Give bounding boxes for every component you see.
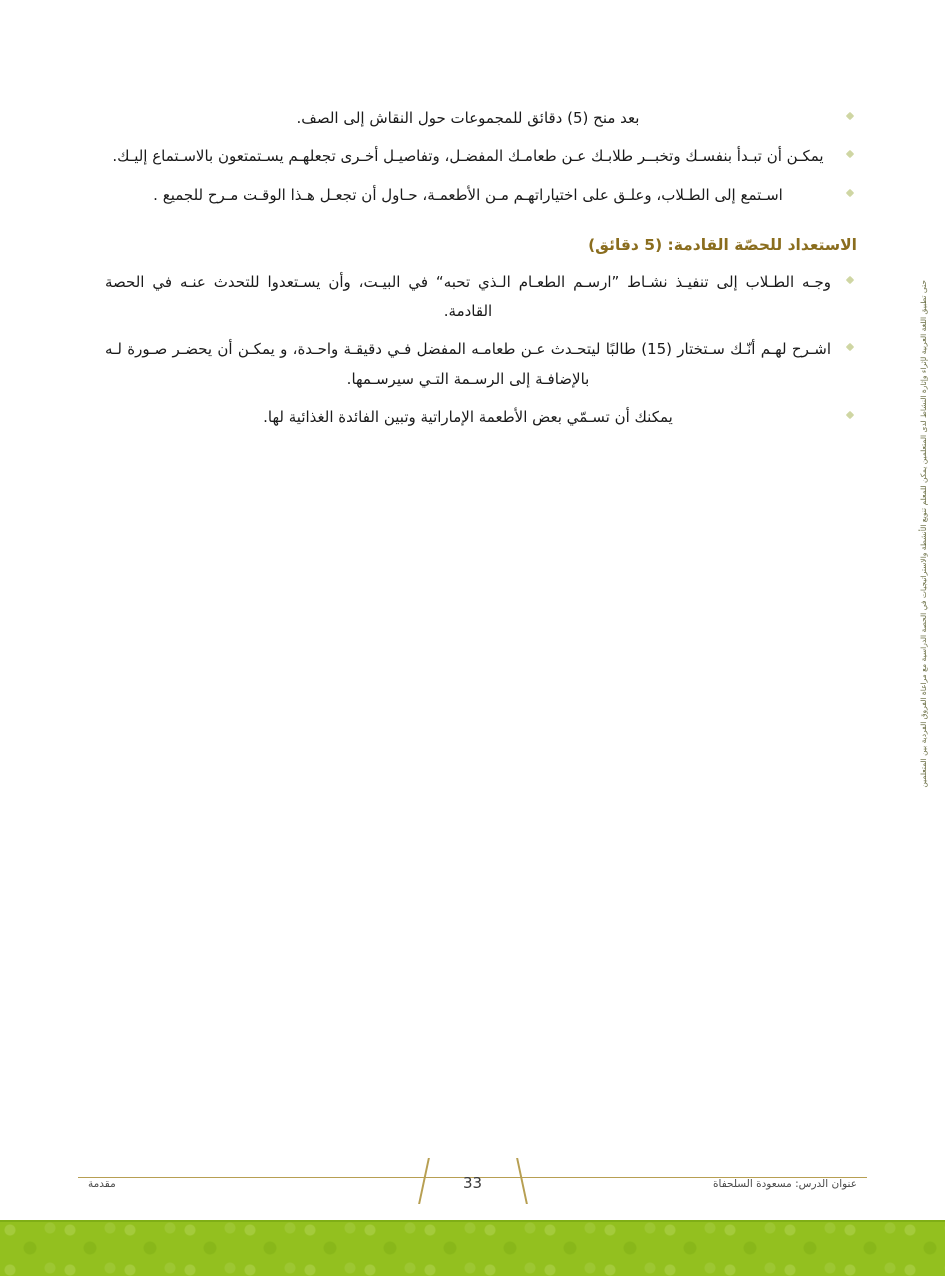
section-heading	[105, 236, 857, 254]
bullet-list-top	[105, 104, 857, 210]
bullet-list-bottom	[105, 268, 857, 432]
list-item	[105, 335, 857, 394]
diamond-bullet-icon	[846, 190, 853, 197]
notch-left-line	[418, 1158, 430, 1204]
diamond-bullet-icon	[846, 277, 853, 284]
list-item	[105, 181, 857, 210]
list-item-text: اسـتمع إلى الطـلاب، وعلـق على اختياراتهـم مـن الأطعمـة، حـاول أن تجعـل هـذا الوقـت مـرح للجميع .	[153, 185, 783, 204]
diamond-bullet-icon	[846, 344, 853, 351]
band-pattern	[0, 1220, 945, 1276]
list-item-text: يمكنك أن تسـمّي بعض الأطعمة الإماراتية وتبين الفائدة الغذائية لها.	[263, 407, 673, 426]
list-item	[105, 142, 857, 171]
notch-right-line	[516, 1158, 528, 1204]
list-item-text: بعد منح (5) دقائق للمجموعات حول النقاش إلى الصف.	[296, 109, 640, 127]
side-note-text: حتى تطبيق اللغة العربية لإثراء وإثارة النشاط لدى المتعلمين يمكن للمعلم تنويع الأنشطة والاستراتيجيات في الحصة الدراسية مع مراعاة الفروق الفردية بين المتعلمين	[919, 280, 929, 788]
side-note	[909, 280, 939, 1000]
page-footer	[0, 1144, 945, 1204]
footer-lesson-title: عنوان الدرس: مسعودة السلحفاة	[713, 1178, 857, 1190]
list-item	[105, 268, 857, 327]
diamond-bullet-icon	[846, 113, 853, 120]
footer-section-label: مقدمة	[88, 1178, 116, 1190]
list-item	[105, 104, 857, 133]
list-item-text: وجـه الطـلاب إلى تنفيـذ نشـاط ”ارسـم الطعـام الـذي تحبه“ في البيـت، وأن يسـتعدوا للتحدث عنـه في الحصة القادمة.	[105, 272, 831, 320]
diamond-bullet-icon	[846, 151, 853, 158]
section-heading-text: الاستعداد للحصّة القادمة: (5 دقائق)	[588, 235, 857, 254]
page-number: 33	[462, 1174, 483, 1192]
bottom-decorative-band	[0, 1220, 945, 1276]
list-item-text: اشـرح لهـم أنّـك سـتختار (15) طالبًا ليتحـدث عـن طعامـه المفضل فـي دقيقـة واحـدة، و يمكـن أن يحضـر صـورة لـه بالإضافـة إلى الرسـمة التـي سيرسـمها.	[105, 340, 831, 388]
page-content	[105, 104, 857, 441]
diamond-bullet-icon	[846, 412, 853, 419]
list-item-text: يمكـن أن تبـدأ بنفسـك وتخبــر طلابـك عـن طعامـك المفضـل، وتفاصيـل أخـرى تجعلهـم يسـتمتعون بالاسـتماع إليـك.	[112, 147, 824, 166]
list-item	[105, 403, 857, 432]
